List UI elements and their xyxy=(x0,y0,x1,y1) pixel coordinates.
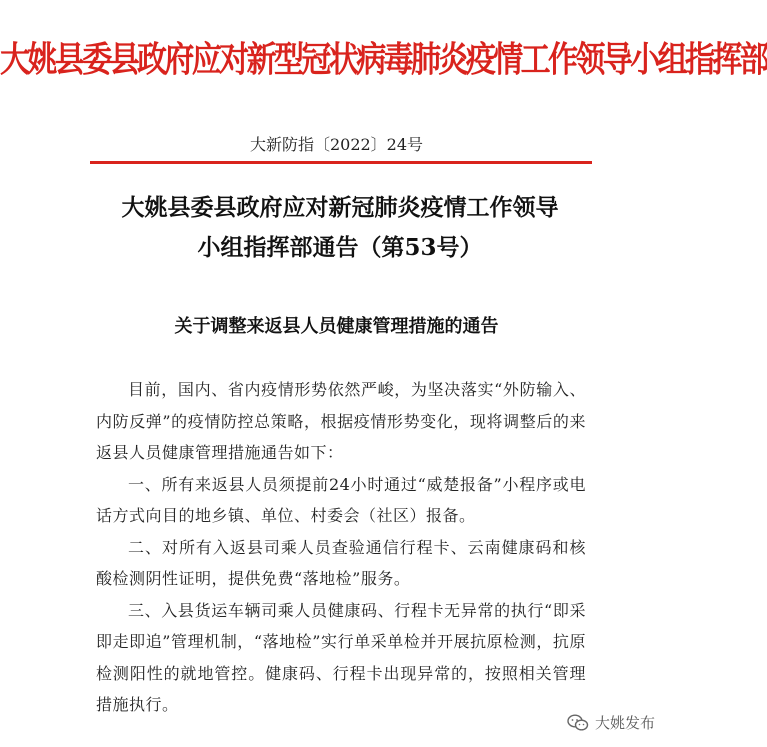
red-header-title: 大姚县委县政府应对新型冠状病毒肺炎疫情工作领导小组指挥部 xyxy=(0,39,767,81)
notice-body xyxy=(96,374,586,721)
red-divider-line xyxy=(90,161,592,164)
wechat-icon xyxy=(567,714,589,732)
document-number: 大新防指〔2022〕24号 xyxy=(249,135,424,154)
watermark-label: 大姚发布 xyxy=(594,714,655,732)
body-paragraph: 三、入县货运车辆司乘人员健康码、行程卡无异常的执行“即采即走即追”管理机制，“落地检”实行单采单检并开展抗原检测，抗原检测阳性的就地管控。健康码、行程卡出现异常的，按照相关管理措施执行。 xyxy=(96,600,586,714)
notice-subtitle: 关于调整来返县人员健康管理措施的通告 xyxy=(174,316,499,337)
notice-title-line-2: 小组指挥部通告（第53号） xyxy=(197,234,483,261)
notice-title xyxy=(70,188,610,268)
body-paragraph: 目前，国内、省内疫情形势依然严峻，为坚决落实“外防输入、内防反弹”的疫情防控总策略，根据疫情形势变化，现将调整后的来返县人员健康管理措施通告如下： xyxy=(96,380,586,462)
body-paragraph: 一、所有来返县人员须提前24小时通过“威楚报备”小程序或电话方式向目的地乡镇、单位、村委会（社区）报备。 xyxy=(96,474,586,525)
watermark xyxy=(567,712,655,733)
body-paragraph: 二、对所有入返县司乘人员查验通信行程卡、云南健康码和核酸检测阴性证明，提供免费“落地检”服务。 xyxy=(96,537,586,588)
notice-title-line-1: 大姚县委县政府应对新冠肺炎疫情工作领导 xyxy=(121,194,559,221)
